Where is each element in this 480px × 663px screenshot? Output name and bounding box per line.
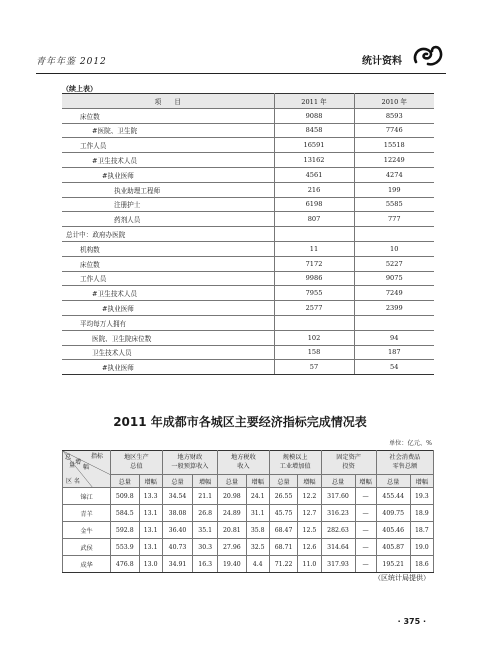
table-row [62,182,434,197]
column-header-item: 项 目 [62,94,274,109]
value-2011: 2577 [274,301,354,316]
data-cell: 26.55 [269,488,298,505]
data-cell: 405.87 [376,539,410,556]
row-label: 药剂人员 [62,212,274,227]
value-2011: 7172 [274,256,354,271]
data-cell: 405.46 [376,522,410,539]
data-cell: 68.47 [269,522,298,539]
value-2011: 7955 [274,286,354,301]
data-cell: 4.4 [246,556,269,573]
subheader-total: 总量 [321,475,355,488]
row-label: 卫生技术人员 [62,345,274,360]
table-row [62,301,434,316]
data-cell: — [355,539,376,556]
table-row [62,123,434,138]
subheader-total: 总量 [111,475,140,488]
table-row [62,345,434,360]
value-2011: 13162 [274,153,354,168]
row-label: 注册护士 [62,197,274,212]
data-cell: 19.0 [410,539,433,556]
indicator-group-header: 地区生产 总值 [111,451,163,475]
district-name: 锦江 [63,488,111,505]
corner-label-amount: 量 [69,462,76,469]
data-cell: 509.8 [111,488,140,505]
data-cell: 18.6 [410,556,433,573]
value-2010: 15518 [354,138,434,153]
table-row [63,556,434,573]
table-row [62,108,434,123]
subheader-total: 总量 [269,475,298,488]
table-row [62,256,434,271]
data-cell: 584.5 [111,505,140,522]
district-name: 成华 [63,556,111,573]
data-cell: 13.0 [139,556,162,573]
swirl-logo-icon [410,42,446,70]
value-2010: 94 [354,330,434,345]
value-2010: 4274 [354,167,434,182]
value-2011: 9088 [274,108,354,123]
row-label: 床位数 [62,108,274,123]
indicator-group-header: 固定资产 投资 [321,451,376,475]
row-label: 工作人员 [62,138,274,153]
value-2011: 102 [274,330,354,345]
data-cell: — [355,556,376,573]
data-cell: 35.1 [193,522,218,539]
data-cell: 38.08 [162,505,193,522]
value-2011: 6198 [274,197,354,212]
table-row [63,539,434,556]
data-cell: 24.1 [246,488,269,505]
corner-label-growth-2: 幅 [83,464,90,471]
value-2010: 9075 [354,271,434,286]
value-2011: 11 [274,241,354,256]
value-2010: 199 [354,182,434,197]
subheader-growth: 增幅 [139,475,162,488]
corner-label-total: 总 [65,454,72,461]
column-header-2011: 2011 年 [274,94,354,109]
indicator-group-header: 社会消费品 零售总额 [376,451,433,475]
corner-label-district: 区 名 [66,478,80,485]
table2-header-row [63,451,434,475]
table-row [62,197,434,212]
data-cell: 12.2 [298,488,321,505]
table-row [62,153,434,168]
data-cell: — [355,505,376,522]
page-header [36,46,446,72]
table2-unit: 单位：亿元、% [388,440,432,447]
data-cell: 18.7 [410,522,433,539]
subheader-growth: 增幅 [298,475,321,488]
district-economy-table [62,450,434,573]
value-2010: 5585 [354,197,434,212]
value-2011: 8458 [274,123,354,138]
data-cell: 26.8 [193,505,218,522]
data-cell: 68.71 [269,539,298,556]
data-cell: 13.1 [139,505,162,522]
table2-subheader-row [63,475,434,488]
data-cell: 12.6 [298,539,321,556]
value-2010: 2399 [354,301,434,316]
data-cell: 16.3 [193,556,218,573]
table-row [63,522,434,539]
data-cell: 40.73 [162,539,193,556]
data-cell: 71.22 [269,556,298,573]
value-2010: 8593 [354,108,434,123]
section-title: 统计资料 [362,56,402,67]
header-rule [36,73,446,74]
data-cell: 36.40 [162,522,193,539]
row-label: 总计中：政府办医院 [62,227,274,242]
value-2010: 54 [354,360,434,375]
table-row [62,315,434,330]
data-cell: 316.23 [321,505,355,522]
data-cell: 13.1 [139,522,162,539]
value-2011 [274,315,354,330]
value-2010: 7746 [354,123,434,138]
subheader-growth: 增幅 [355,475,376,488]
corner-label-growth-1: 增 [75,459,82,466]
page-number: · 375 · [397,617,426,626]
data-cell: 20.81 [218,522,247,539]
data-cell: 476.8 [111,556,140,573]
data-cell: 34.91 [162,556,193,573]
row-label: #卫生技术人员 [62,153,274,168]
table-row [62,271,434,286]
data-cell: 317.60 [321,488,355,505]
value-2010 [354,315,434,330]
value-2011: 57 [274,360,354,375]
district-name: 武侯 [63,539,111,556]
row-label: #医院、卫生院 [62,123,274,138]
health-statistics-table [62,93,434,375]
value-2010: 10 [354,241,434,256]
row-label: #卫生技术人员 [62,286,274,301]
data-cell: 34.54 [162,488,193,505]
row-label: #执业医师 [62,301,274,316]
data-cell: 11.0 [298,556,321,573]
row-label: #执业医师 [62,167,274,182]
table-row [62,212,434,227]
value-2010 [354,227,434,242]
data-cell: 314.64 [321,539,355,556]
value-2011: 9986 [274,271,354,286]
data-cell: 35.8 [246,522,269,539]
data-cell: 12.7 [298,505,321,522]
row-label: 床位数 [62,256,274,271]
data-cell: 30.3 [193,539,218,556]
data-cell: 19.40 [218,556,247,573]
data-cell: 18.9 [410,505,433,522]
data-cell: 32.5 [246,539,269,556]
diagonal-corner-cell [63,451,111,488]
data-cell: 45.75 [269,505,298,522]
column-header-2010: 2010 年 [354,94,434,109]
value-2011: 807 [274,212,354,227]
table-row [62,241,434,256]
table-row [62,167,434,182]
value-2011: 216 [274,182,354,197]
subheader-growth: 增幅 [193,475,218,488]
subheader-total: 总量 [218,475,247,488]
value-2010: 12249 [354,153,434,168]
value-2011 [274,227,354,242]
value-2010: 187 [354,345,434,360]
table-row [63,505,434,522]
row-label: 工作人员 [62,271,274,286]
data-cell: 19.3 [410,488,433,505]
data-cell: 455.44 [376,488,410,505]
data-cell: 282.63 [321,522,355,539]
data-cell: 195.21 [376,556,410,573]
subheader-growth: 增幅 [410,475,433,488]
data-cell: — [355,488,376,505]
data-cell: 13.1 [139,539,162,556]
row-label: 机构数 [62,241,274,256]
data-cell: 31.1 [246,505,269,522]
yearbook-title: 青年年鉴 2012 [36,57,107,67]
table2-title: 2011 年成都市各城区主要经济指标完成情况表 [113,415,367,429]
data-cell: 592.8 [111,522,140,539]
value-2011: 16591 [274,138,354,153]
row-label: 平均每万人拥有 [62,315,274,330]
data-cell: 12.5 [298,522,321,539]
row-label: #执业医师 [62,360,274,375]
indicator-group-header: 规模以上 工业增加值 [269,451,321,475]
value-2011: 4561 [274,167,354,182]
table-header-row [62,94,434,109]
source-note: （区统计局提供） [374,574,430,582]
data-cell: 409.75 [376,505,410,522]
subheader-total: 总量 [162,475,193,488]
district-name: 金牛 [63,522,111,539]
row-label: 医院、卫生院床位数 [62,330,274,345]
value-2011: 158 [274,345,354,360]
value-2010: 777 [354,212,434,227]
table-row [62,138,434,153]
table-row [62,227,434,242]
data-cell: 20.98 [218,488,247,505]
table-row [62,286,434,301]
table-row [62,360,434,375]
data-cell: 27.96 [218,539,247,556]
data-cell: 24.89 [218,505,247,522]
data-cell: — [355,522,376,539]
indicator-group-header: 地方税收 收入 [218,451,270,475]
value-2010: 5227 [354,256,434,271]
data-cell: 317.93 [321,556,355,573]
subheader-growth: 增幅 [246,475,269,488]
indicator-group-header: 地方财政 一般预算收入 [162,451,217,475]
subheader-total: 总量 [376,475,410,488]
table-row [62,330,434,345]
table-row [63,488,434,505]
row-label: 执业助理工程师 [62,182,274,197]
district-name: 青羊 [63,505,111,522]
data-cell: 21.1 [193,488,218,505]
continued-label: （续上表） [62,84,97,93]
data-cell: 553.9 [111,539,140,556]
data-cell: 13.3 [139,488,162,505]
corner-label-indicator: 指标 [91,453,104,460]
value-2010: 7249 [354,286,434,301]
